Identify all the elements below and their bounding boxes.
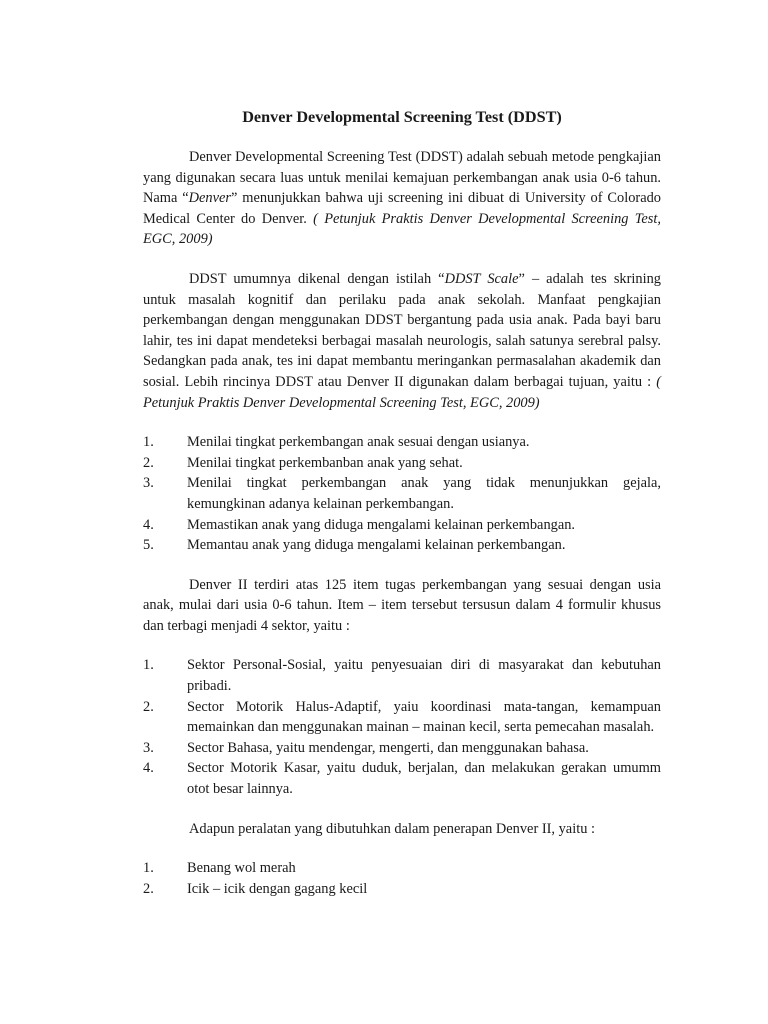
paragraph-text: Denver Developmental Screening Test (DDST) adalah sebuah metode pengkajian yang digunakan secara luas untuk menilai kemajuan perkembangan anak usia 0-6 tahun. Nama “ [143, 149, 661, 207]
list-item [143, 738, 661, 759]
list-number: 3. [143, 475, 154, 492]
list-item-text: Sector Bahasa, yaitu mendengar, mengerti, dan menggunakan bahasa. [187, 739, 589, 756]
list-number: 4. [143, 516, 154, 533]
equipment-list [143, 858, 661, 899]
paragraph-equipment: Adapun peralatan yang dibutuhkan dalam penerapan Denver II, yaitu : [189, 820, 595, 837]
list-number: 2. [143, 698, 154, 715]
paragraph-denver-ii: Denver II terdiri atas 125 item tugas perkembangan yang sesuai dengan usia anak, mulai dari usia 0-6 tahun. Item – item tersebut tersusun dalam 4 formulir khusus dan terbagi menjadi 4 sektor, yaitu : [143, 576, 661, 634]
list-item-text: Sektor Personal-Sosial, yaitu penyesuaian diri di masyarakat dan kebutuhan pribadi. [187, 657, 661, 695]
list-number: 1. [143, 434, 154, 451]
paragraph-text: ” menunjukkan bahwa uji screening ini dibuat di University of Colorado Medical Center do Denver. [143, 190, 661, 227]
list-item [143, 535, 661, 556]
list-item-text: Benang wol merah [187, 860, 296, 877]
emphasis-term: Denver [188, 190, 231, 207]
list-item [143, 655, 661, 696]
list-number: 4. [143, 760, 154, 777]
list-item [143, 879, 661, 900]
list-item [143, 858, 661, 879]
paragraph-ddst-scale [143, 269, 661, 413]
list-item-text: Menilai tingkat perkembangan anak yang tidak menunjukkan gejala, kemungkinan adanya kelainan perkembangan. [187, 475, 661, 512]
list-item [143, 515, 661, 536]
sector-list [143, 655, 661, 799]
list-item [143, 453, 661, 474]
paragraph-text: ” – adalah tes skrining untuk masalah kognitif dan perilaku pada anak sekolah. Manfaat pengkajian perkembangan dengan menggunakan DDST bergantung pada usia anak. Pada bayi baru lahir, tes ini dapat mendeteksi berbagai masalah neurologis, salah satunya serebral palsy. Sedangkan pada anak, tes ini dapat membantu meringankan permasalahan akademik dan sosial. Lebih rincinya DDST atau Denver II digunakan dalam berbagai tujuan, yaitu : [143, 270, 661, 390]
list-item-text: Memantau anak yang diduga mengalami kelainan perkembangan. [187, 537, 566, 554]
list-item [143, 758, 661, 799]
paragraph-intro [143, 147, 661, 250]
list-item [143, 432, 661, 453]
list-number: 5. [143, 537, 154, 554]
list-number: 1. [143, 860, 154, 877]
list-item-text: Sector Motorik Kasar, yaitu duduk, berjalan, dan melakukan gerakan umumm otot besar lainnya. [187, 760, 661, 798]
list-item-text: Icik – icik dengan gagang kecil [187, 880, 368, 897]
paragraph-text: DDST umumnya dikenal dengan istilah “ [189, 270, 445, 287]
list-number: 2. [143, 454, 154, 471]
purpose-list [143, 432, 661, 556]
page-title: Denver Developmental Screening Test (DDST) [242, 108, 562, 126]
list-item-text: Menilai tingkat perkembangan anak sesuai dengan usianya. [187, 434, 530, 451]
list-item [143, 697, 661, 738]
list-number: 1. [143, 657, 154, 674]
emphasis-term: DDST Scale [444, 270, 519, 287]
list-item [143, 473, 661, 514]
list-item-text: Sector Motorik Halus-Adaptif, yaiu koordinasi mata-tangan, kemampuan memainkan dan menggunakan mainan – mainan kecil, serta pemecahan masalah. [187, 698, 661, 736]
document-content [143, 106, 661, 918]
citation: ( Petunjuk Praktis Denver Developmental Screening Test, EGC, 2009) [143, 373, 661, 411]
list-item-text: Menilai tingkat perkembanban anak yang sehat. [187, 454, 463, 471]
list-number: 2. [143, 880, 154, 897]
list-item-text: Memastikan anak yang diduga mengalami kelainan perkembangan. [187, 516, 576, 533]
list-number: 3. [143, 739, 154, 756]
citation: ( Petunjuk Praktis Denver Developmental Screening Test, EGC, 2009) [143, 210, 661, 248]
